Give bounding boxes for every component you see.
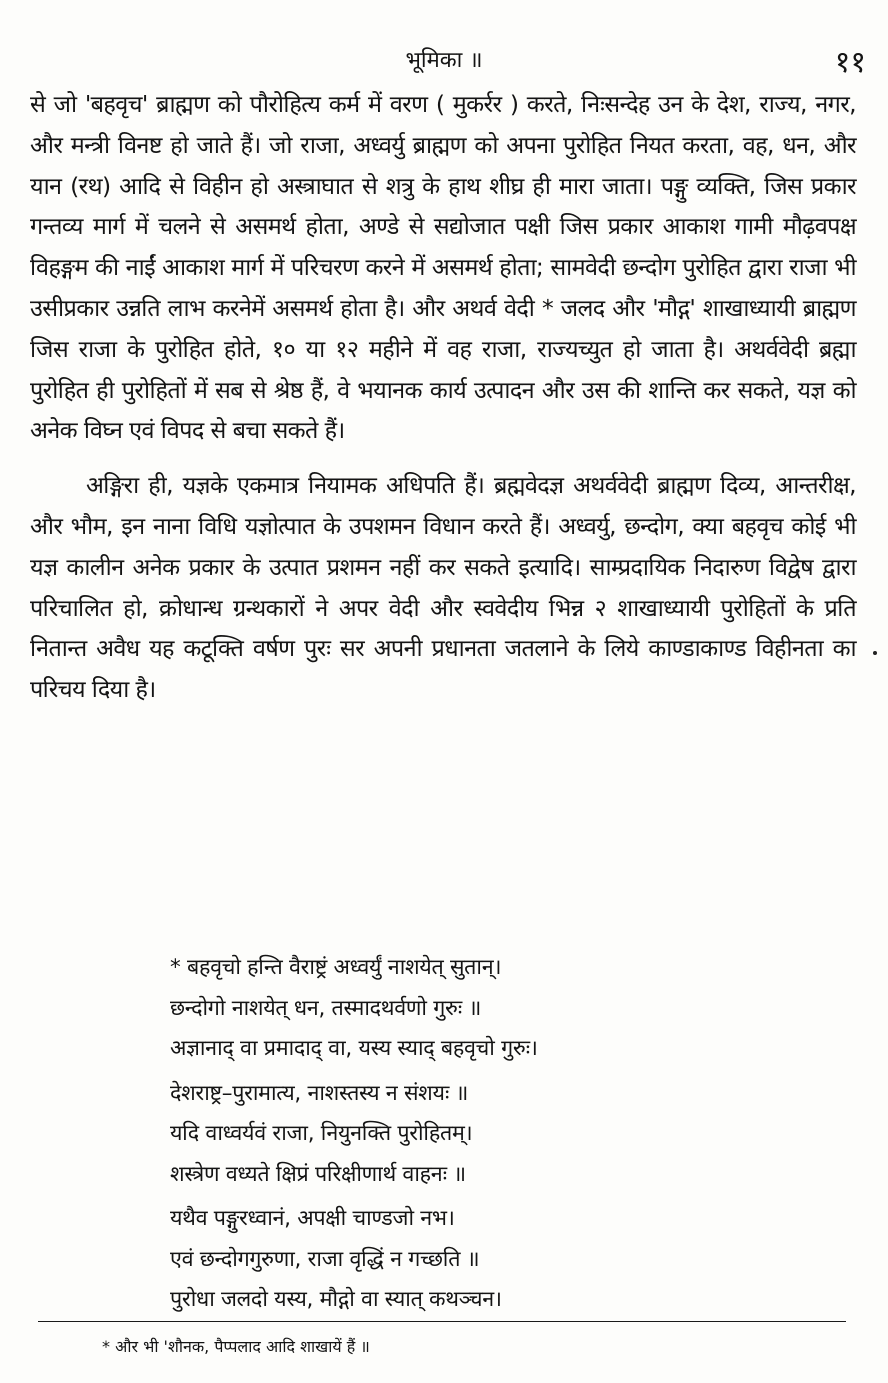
paragraph-2: अङ्गिरा ही, यज्ञके एकमात्र नियामक अधिपति हैं। ब्रह्मवेदज्ञ अथर्ववेदी ब्राह्मण दिव्य, आन्तरीक्ष, और भौम, इन नाना विधि यज्ञोत्पात के उपशमन विधान करते हैं। अध्वर्यु, छन्दोग, क्या बहवृच कोई भी यज्ञ कालीन अनेक प्रकार के उत्पात प्रशमन नहीं कर सकते इत्यादि। साम्प्रदायिक निदारुण विद्वेष द्वारा परिचालित हो, क्रोधान्ध ग्रन्थकारों ने अपर वेदी और स्ववेदीय भिन्न २ शाखाध्यायी पुरोहितों के प्रति नितान्त अवैध यह कटूक्ति वर्षण पुरः सर अपनी प्रधानता जतलाने के लिये काण्डाकाण्ड विहीनता का परिचय दिया है। (30, 471, 856, 704)
ink-speck (873, 651, 877, 655)
verse-line: छन्दोगो नाशयेत् धन, तस्मादथर्वणो गुरुः ॥ (170, 995, 482, 1021)
running-title: भूमिका ॥ (405, 48, 483, 73)
verse-line: * बहवृचो हन्ति वैराष्ट्रं अध्वर्युं नाशयेत् सुतान्। (170, 955, 502, 980)
footnote-divider (38, 1321, 846, 1322)
footnote: * और भी 'शौनक, पैप्पलाद आदि शाखायें हैं ॥ (102, 1337, 370, 1356)
verse-line: शस्त्रेण वध्यते क्षिप्रं परिक्षीणार्थ वाहनः ॥ (170, 1161, 466, 1187)
body-text (30, 84, 856, 710)
sanskrit-verses (170, 948, 840, 1321)
page-header (0, 40, 888, 80)
verse-group-1 (170, 948, 840, 1070)
verse-line: देशराष्ट्र–पुरामात्य, नाशस्तस्य न संशयः ॥ (170, 1080, 469, 1106)
verse-line: एवं छन्दोगगुरुणा, राजा वृद्धिं न गच्छति ॥ (170, 1246, 480, 1272)
paragraph-1: से जो 'बहवृच' ब्राह्मण को पौरोहित्य कर्म में वरण ( मुकर्रर ) करते, निःसन्देह उन के देश, राज्य, नगर, और मन्त्री विनष्ट हो जाते हैं। जो राजा, अध्वर्यु ब्राह्मण को अपना पुरोहित नियत करता, वह, धन, और यान (रथ) आदि से विहीन हो अस्त्राघात से शत्रु के हाथ शीघ्र ही मारा जाता। पङ्गु व्यक्ति, जिस प्रकार गन्तव्य मार्ग में चलने से असमर्थ होता, अण्डे से सद्योजात पक्षी जिस प्रकार आकाश गामी मौढ़वपक्ष विहङ्गम की नाईं आकाश मार्ग में परिचरण करने में असमर्थ होता; सामवेदी छन्दोग पुरोहित द्वारा राजा भी उसीप्रकार उन्नति लाभ करनेमें असमर्थ होता है। और अथर्व वेदी * जलद और 'मौद्ग' शाखाध्यायी ब्राह्मण जिस राजा के पुरोहित होते, १० या १२ महीने में वह राजा, राज्यच्युत हो जाता है। अथर्ववेदी ब्रह्मा पुरोहित ही पुरोहितों में सब से श्रेष्ठ हैं, वे भयानक कार्य उत्पादन और उस की शान्ति कर सकते, यज्ञ को अनेक विघ्न एवं विपद से बचा सकते हैं। (30, 90, 856, 445)
page-number: ११ (834, 45, 866, 80)
verse-line: अज्ञानाद् वा प्रमादाद् वा, यस्य स्याद् बहवृचो गुरुः। (170, 1036, 538, 1061)
verse-group-3 (170, 1199, 840, 1321)
verse-line: पुरोधा जलदो यस्य, मौद्गो वा स्यात् कथञ्चन। (170, 1287, 502, 1312)
verse-group-2 (170, 1074, 840, 1196)
verse-line: यदि वाध्वर्यवं राजा, नियुनक्ति पुरोहितम्। (170, 1121, 473, 1146)
verse-line: यथैव पङ्गुरध्वानं, अपक्षी चाण्डजो नभ। (170, 1206, 455, 1231)
